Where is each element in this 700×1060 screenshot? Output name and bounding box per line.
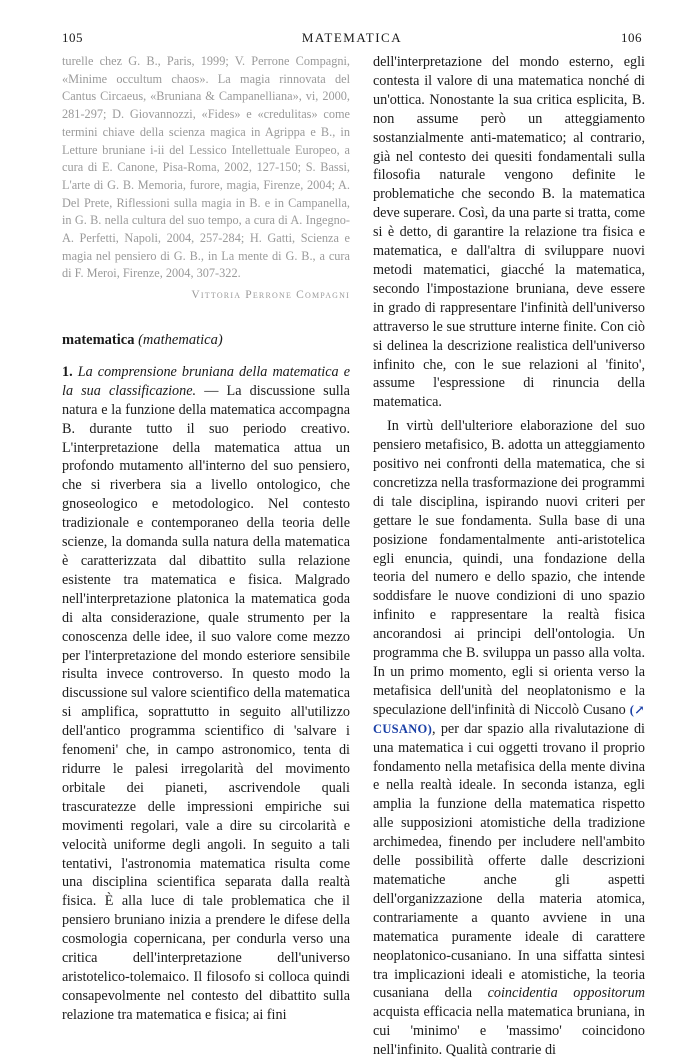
entry-title — [62, 331, 350, 350]
author-signature: Vittoria Perrone Compagni — [191, 289, 350, 302]
entry-translation: (mathematica) — [138, 332, 223, 349]
paragraph-2-text-b: , per dar spazio alla rivalutazione di una matematica i cui oggetti trovano il proprio fondamento nella metafisica della mente divina e nella realtà ideale. In seconda istanza, egli amplia la funzione della matematica rispetto alle supposizioni atomistiche della tradizione archimedea, finendo per includere nell'ambito delle possibilità offerte dalle descrizioni matematiche anche gli aspetti dell'organizzazione della materia atomica, contrariamente a quanto avviene in una matematica puramente ideale di carattere neoplatonico-cusaniano. In una siffatta sintesi tra implicazioni ideali e atomistiche, la teoria cusaniana della — [373, 720, 645, 1002]
page-number-right: 106 — [621, 30, 642, 45]
running-header — [62, 30, 642, 50]
entry-headword: matematica — [62, 332, 135, 349]
section-1-paragraph — [62, 363, 350, 1025]
left-column — [62, 53, 350, 1025]
paragraph-2-text-a: In virtù dell'ulteriore elaborazione del suo pensiero metafisico, B. adotta un atteggiamento positivo nei confronti della matematica, che si concretizza nella trasformazione dei programmi di tale disciplina, ispirando nuovi criteri per gettare le sue fondamenta. Sulla base di una posizione fondamentalmente anti-aristotelica egli enuncia, quindi, una fondazione della teoria del numero e dello spazio, che intende soddisfare le nuove condizioni di uno spazio infinito e rappresentare la realtà fisica ancorandosi ai principi dell'ontologia. Un programma che B. sviluppa un passo alla volta. In un primo momento, egli si orienta verso la metafisica dell'unità del neoplatonismo e la speculazione dell'infinità di Niccolò Cusano — [373, 418, 645, 718]
section-1-continuation: dell'interpretazione del mondo esterno, egli contesta il valore di una matematica nonché di un'ottica. Nonostante la sua critica esplicita, B. non assume però un atteggiamento sostanzialmente anti-matematico; al contrario, già nel contesto dei quesiti fondamentali sulla filosofia naturale vengono definite le problematiche che secondo B. la matematica deve superare. Così, da una parte si tratta, come si è detto, di garantire la relazione tra fisica e matematica, e dall'altra di sviluppare nuovi metodi matematici, giacché la matematica, secondo l'impostazione bruniana, deve essere in grado di rappresentare l'infinità dell'universo attraverso le sue strutture interne finite. Con ciò si delinea la descrizione realistica dell'universo infinito che, con le sue relazioni al 'finito', assume l'espressione di rinuncia della matematica. — [373, 54, 645, 411]
crossref-cusano-link[interactable]: (↗ CUSANO) — [373, 702, 645, 736]
section-number: 1. — [62, 363, 73, 380]
page-number-left: 105 — [62, 30, 83, 45]
coincidentia-term: coincidentia oppositorum — [487, 985, 645, 1002]
section-1-text-left: La discussione sulla natura e la funzione della matematica accompagna B. durante tutto il suo periodo creativo. L'interpretazione della matematica attua un profondo mutamento all'interno del suo pensiero, che si riverbera sia a livello ontologico, che gnoseologico e metodologico. Nel contesto tradizionale e contemporaneo della teoria delle scienze, la domanda sulla natura della matematica è caratterizzata dal dibattito sulla relazione esistente tra matematica e fisica. Malgrado nell'interpretazione platonica la matematica goda di alta considerazione, quale strumento per la conoscenza delle idee, il suo valore come mezzo per l'interpretazione del mondo esteriore sensibile risulta invece controverso. In questo modo la discussione sul valore scientifico della matematica si amplifica, soprattutto in seguito all'utilizzo dell'antico programma scientifico di 'salvare i fenomeni' che, in campo astronomico, tenta di ridurre le palesi irregolarità del movimento orbitale dei pianeti, ascrivendole quali trascuratezze delle impressioni empiriche sui movimenti regolari, vale a dire su circolarità e velocità uniforme degli angoli. In seguito a tali tentativi, l'astronomia matematica risulta come una disciplina scientifica separata dalla realtà fisica. È alla luce di tale problematica che il pensiero bruniano inizia a prendere le difese della cosmologia copernicana, per condurla verso una critica dell'interpretazione dell'universo aristotelico-tolemaico. Il filosofo si colloca quindi consapevolmente nel contesto del dibattito sulla relazione tra matematica e fisica; ai fini — [62, 382, 350, 1023]
running-title: MATEMATICA — [301, 30, 403, 45]
paragraph-2 — [373, 417, 645, 1060]
section-heading: La comprensione bruniana della matematica e la sua classificazione. — [62, 363, 351, 399]
paragraph-2-text-c: acquista efficacia nella matematica bruniana, in cui 'minimo' e 'massimo' coincidono nell'infinito. Qualità contrarie di — [373, 1004, 645, 1059]
section-dash: — — [196, 382, 227, 399]
bibliography-continuation: turelle chez G. B., Paris, 1999; V. Perrone Compagni, «Minime occultum chaos». La magia rinnovata del Cantus Circaeus, «Bruniana & Campanelliana», vi, 2000, 281-297; D. Giovannozzi, «Fides» e «credulitas» come termini chiave della scienza magica in Agrippa e B., in Letture bruniane i-ii del Lessico Intellettuale Europeo, a cura di E. Canone, Pisa-Roma, 2002, 127-150; S. Bassi, L'arte di G. B. Memoria, furore, magia, Firenze, 2004; A. Del Prete, Riflessioni sulla magia in B. e in Campanella, in G. B. nella cultura del suo tempo, a cura di A. Ingegno-A. Perfetti, Napoli, 2004, 257-284; H. Gatti, Scienza e magia nel pensiero di G. B., in La mente di G. B., a cura di F. Meroi, Firenze, 2004, 307-322. — [62, 54, 350, 281]
right-column — [373, 53, 645, 1060]
